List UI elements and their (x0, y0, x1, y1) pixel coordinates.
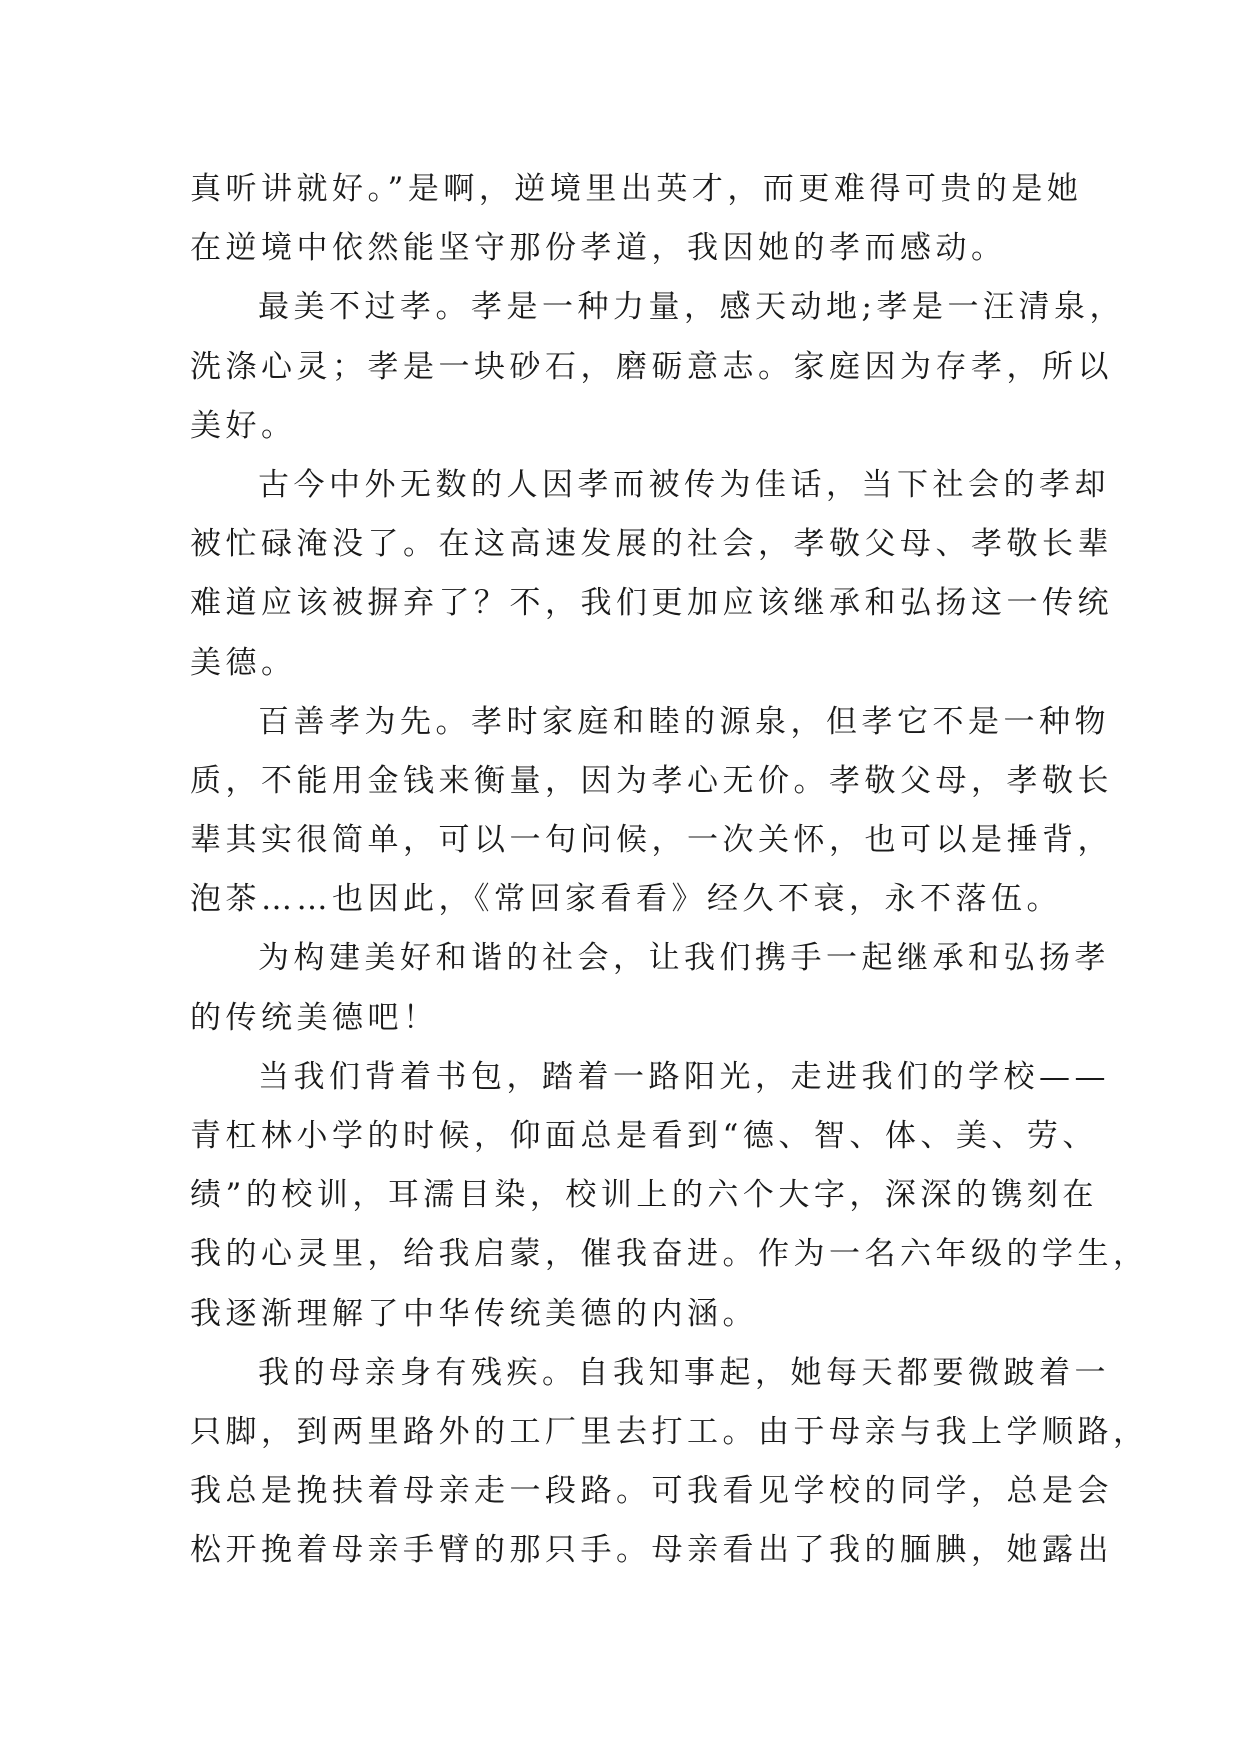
text-line: 的传统美德吧！ (190, 999, 439, 1036)
text-line: 洗涤心灵；孝是一块砂石，磨砺意志。家庭因为存孝，所以 (190, 348, 1113, 385)
text-line: 当我们背着书包，踏着一路阳光，走进我们的学校—— (258, 1058, 1110, 1095)
text-line: 美德。 (190, 644, 297, 681)
text-line: 难道应该被摒弃了？不，我们更加应该继承和弘扬这一传统 (190, 585, 1113, 622)
text-line: 泡茶……也因此，《常回家看看》经久不衰，永不落伍。 (190, 881, 1062, 918)
text-line: 我的母亲身有残疾。自我知事起，她每天都要微跛着一 (258, 1354, 1110, 1391)
text-line: 青杠林小学的时候，仰面总是看到“德、智、体、美、劳、 (190, 1118, 1098, 1154)
document-body (190, 160, 1149, 1581)
text-line: 美好。 (190, 407, 297, 444)
paragraph (190, 1344, 1149, 1581)
text-line: 真听讲就好。”是啊，逆境里出英才，而更难得可贵的是她 (190, 171, 1083, 207)
text-line: 质，不能用金钱来衡量，因为孝心无价。孝敬父母，孝敬长 (190, 762, 1113, 799)
text-line: 只脚，到两里路外的工厂里去打工。由于母亲与我上学顺路， (190, 1413, 1149, 1450)
text-line: 为构建美好和谐的社会，让我们携手一起继承和弘扬孝 (258, 940, 1110, 977)
text-line: 我总是挽扶着母亲走一段路。可我看见学校的同学，总是会 (190, 1473, 1113, 1510)
paragraph (190, 1048, 1149, 1344)
paragraph (190, 160, 1083, 278)
text-line: 我的心灵里，给我启蒙，催我奋进。作为一名六年级的学生， (190, 1236, 1149, 1273)
paragraph (190, 693, 1113, 930)
text-line: 在逆境中依然能坚守那份孝道，我因她的孝而感动。 (190, 230, 1007, 267)
text-line: 最美不过孝。孝是一种力量，感天动地;孝是一汪清泉， (258, 289, 1125, 326)
paragraph (190, 456, 1113, 693)
text-line: 辈其实很简单，可以一句问候，一次关怀，也可以是捶背， (190, 822, 1113, 859)
paragraph (190, 278, 1125, 456)
text-line: 古今中外无数的人因孝而被传为佳话，当下社会的孝却 (258, 466, 1110, 503)
text-line: 我逐渐理解了中华传统美德的内涵。 (190, 1295, 758, 1332)
text-line: 百善孝为先。孝时家庭和睦的源泉，但孝它不是一种物 (258, 703, 1110, 740)
text-line: 绩”的校训，耳濡目染，校训上的六个大字，深深的镌刻在 (190, 1177, 1098, 1214)
text-line: 被忙碌淹没了。在这高速发展的社会，孝敬父母、孝敬长辈 (190, 526, 1113, 563)
paragraph (190, 929, 1110, 1047)
text-line: 松开挽着母亲手臂的那只手。母亲看出了我的腼腆，她露出 (190, 1532, 1113, 1569)
